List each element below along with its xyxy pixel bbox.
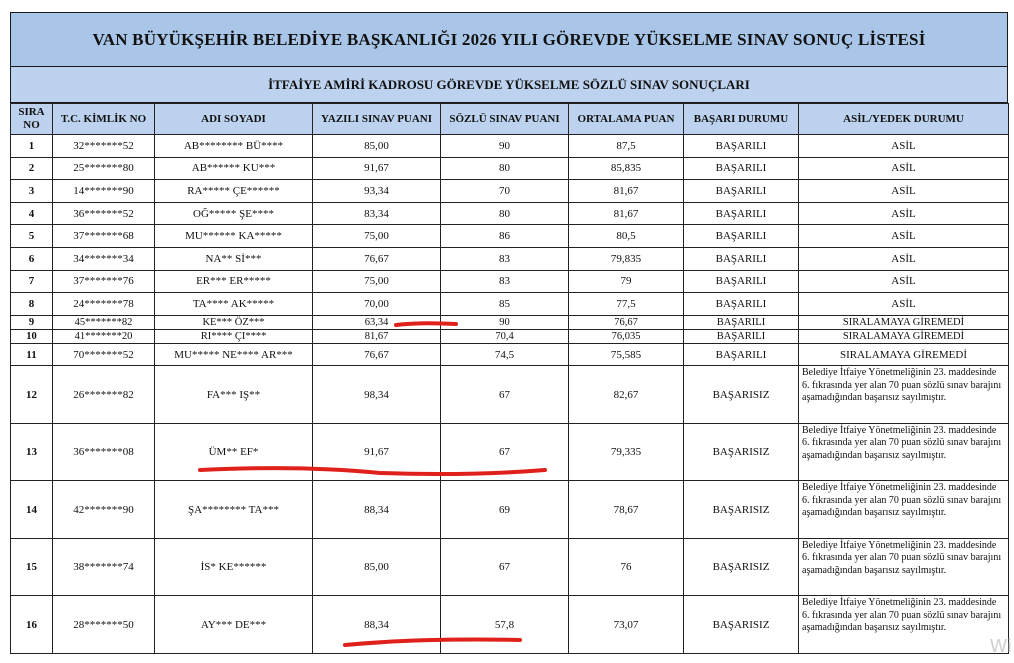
cell-oral: 69 [441,481,569,539]
table-row [11,343,1009,366]
cell-average: 81,67 [569,180,684,203]
cell-average: 79,835 [569,247,684,270]
cell-average: 76,67 [569,315,684,329]
cell-tc: 42*******90 [53,481,155,539]
cell-status: BAŞARISIZ [684,423,799,481]
table-row [11,596,1009,654]
cell-name: KE*** ÖZ*** [155,315,313,329]
table-row [11,293,1009,316]
cell-tc: 45*******82 [53,315,155,329]
table-row [11,202,1009,225]
cell-rank: Belediye İtfaiye Yönetmeliğinin 23. maddesinde 6. fıkrasında yer alan 70 puan sözlü sınav barajını aşamadığından başarısız sayılmıştır. [799,366,1009,424]
cell-no: 16 [11,596,53,654]
cell-oral: 67 [441,366,569,424]
cell-status: BAŞARISIZ [684,366,799,424]
cell-name: OĞ***** ŞE**** [155,202,313,225]
cell-average: 82,67 [569,366,684,424]
cell-written: 85,00 [313,538,441,596]
cell-oral: 57,8 [441,596,569,654]
cell-oral: 70 [441,180,569,203]
cell-name: FA*** IŞ** [155,366,313,424]
cell-rank: SIRALAMAYA GİREMEDİ [799,315,1009,329]
cell-rank: Belediye İtfaiye Yönetmeliğinin 23. maddesinde 6. fıkrasında yer alan 70 puan sözlü sınav barajını aşamadığından başarısız sayılmıştır. [799,423,1009,481]
col-header-rank: ASİL/YEDEK DURUMU [799,104,1009,135]
cell-oral: 67 [441,538,569,596]
table-row [11,247,1009,270]
cell-written: 88,34 [313,481,441,539]
cell-status: BAŞARILI [684,135,799,158]
col-header-average: ORTALAMA PUAN [569,104,684,135]
cell-tc: 26*******82 [53,366,155,424]
cell-name: AB****** KU*** [155,157,313,180]
cell-status: BAŞARILI [684,180,799,203]
cell-status: BAŞARISIZ [684,538,799,596]
cell-name: RA***** ÇE****** [155,180,313,203]
cell-no: 1 [11,135,53,158]
cell-average: 79 [569,270,684,293]
cell-no: 8 [11,293,53,316]
cell-rank: ASİL [799,135,1009,158]
cell-no: 3 [11,180,53,203]
cell-oral: 83 [441,247,569,270]
cell-oral: 80 [441,202,569,225]
cell-average: 78,67 [569,481,684,539]
cell-no: 10 [11,329,53,343]
cell-tc: 14*******90 [53,180,155,203]
table-row [11,135,1009,158]
cell-no: 12 [11,366,53,424]
cell-average: 79,335 [569,423,684,481]
watermark: Wi [989,636,1012,657]
table-row [11,366,1009,424]
cell-status: BAŞARISIZ [684,596,799,654]
cell-written: 76,67 [313,247,441,270]
cell-written: 85,00 [313,135,441,158]
cell-name: TA**** AK***** [155,293,313,316]
page-title: VAN BÜYÜKŞEHİR BELEDİYE BAŞKANLIĞI 2026 YILI GÖREVDE YÜKSELME SINAV SONUÇ LİSTESİ [10,12,1008,67]
cell-name: ŞA******** TA*** [155,481,313,539]
cell-tc: 38*******74 [53,538,155,596]
cell-name: MU****** KA***** [155,225,313,248]
cell-tc: 32*******52 [53,135,155,158]
cell-written: 93,34 [313,180,441,203]
cell-written: 88,34 [313,596,441,654]
cell-average: 76,035 [569,329,684,343]
cell-tc: 36*******52 [53,202,155,225]
cell-rank: Belediye İtfaiye Yönetmeliğinin 23. maddesinde 6. fıkrasında yer alan 70 puan sözlü sınav barajını aşamadığından başarısız sayılmıştır. [799,596,1009,654]
cell-rank: ASİL [799,202,1009,225]
cell-written: 75,00 [313,225,441,248]
cell-status: BAŞARILI [684,270,799,293]
cell-average: 85,835 [569,157,684,180]
cell-tc: 24*******78 [53,293,155,316]
cell-rank: ASİL [799,270,1009,293]
cell-rank: SIRALAMAYA GİREMEDİ [799,343,1009,366]
cell-tc: 37*******68 [53,225,155,248]
cell-tc: 28*******50 [53,596,155,654]
cell-status: BAŞARILI [684,157,799,180]
cell-rank: Belediye İtfaiye Yönetmeliğinin 23. maddesinde 6. fıkrasında yer alan 70 puan sözlü sınav barajını aşamadığından başarısız sayılmıştır. [799,481,1009,539]
cell-no: 11 [11,343,53,366]
cell-no: 13 [11,423,53,481]
cell-average: 77,5 [569,293,684,316]
cell-rank: ASİL [799,225,1009,248]
table-row [11,225,1009,248]
table-row [11,315,1009,329]
cell-tc: 70*******52 [53,343,155,366]
table-row [11,423,1009,481]
cell-tc: 41*******20 [53,329,155,343]
cell-average: 87,5 [569,135,684,158]
results-sheet [10,12,1008,654]
cell-average: 75,585 [569,343,684,366]
cell-tc: 25*******80 [53,157,155,180]
table-row [11,157,1009,180]
cell-no: 7 [11,270,53,293]
cell-written: 63,34 [313,315,441,329]
cell-oral: 90 [441,135,569,158]
cell-name: AB******** BÜ**** [155,135,313,158]
cell-rank: ASİL [799,180,1009,203]
cell-name: ER*** ER***** [155,270,313,293]
cell-rank: ASİL [799,157,1009,180]
table-row [11,329,1009,343]
cell-written: 91,67 [313,157,441,180]
cell-oral: 74,5 [441,343,569,366]
col-header-no: SIRA NO [11,104,53,135]
cell-status: BAŞARILI [684,202,799,225]
cell-status: BAŞARILI [684,247,799,270]
cell-oral: 70,4 [441,329,569,343]
col-header-oral: SÖZLÜ SINAV PUANI [441,104,569,135]
cell-no: 2 [11,157,53,180]
cell-tc: 34*******34 [53,247,155,270]
col-header-written: YAZILI SINAV PUANI [313,104,441,135]
cell-status: BAŞARILI [684,293,799,316]
cell-status: BAŞARILI [684,315,799,329]
cell-written: 75,00 [313,270,441,293]
cell-name: AY*** DE*** [155,596,313,654]
cell-no: 14 [11,481,53,539]
cell-status: BAŞARILI [684,225,799,248]
cell-oral: 90 [441,315,569,329]
cell-oral: 67 [441,423,569,481]
cell-oral: 83 [441,270,569,293]
cell-status: BAŞARILI [684,329,799,343]
results-table [10,103,1009,654]
cell-status: BAŞARILI [684,343,799,366]
cell-rank: SIRALAMAYA GİREMEDİ [799,329,1009,343]
table-header [11,104,1009,135]
col-header-status: BAŞARI DURUMU [684,104,799,135]
cell-average: 80,5 [569,225,684,248]
cell-written: 81,67 [313,329,441,343]
cell-average: 76 [569,538,684,596]
cell-name: RI**** ÇI**** [155,329,313,343]
cell-name: MU***** NE**** AR*** [155,343,313,366]
table-row [11,538,1009,596]
cell-oral: 80 [441,157,569,180]
cell-rank: ASİL [799,247,1009,270]
cell-rank: Belediye İtfaiye Yönetmeliğinin 23. maddesinde 6. fıkrasında yer alan 70 puan sözlü sınav barajını aşamadığından başarısız sayılmıştır. [799,538,1009,596]
cell-written: 83,34 [313,202,441,225]
cell-no: 5 [11,225,53,248]
cell-written: 70,00 [313,293,441,316]
table-row [11,481,1009,539]
cell-tc: 36*******08 [53,423,155,481]
cell-average: 73,07 [569,596,684,654]
cell-oral: 86 [441,225,569,248]
cell-average: 81,67 [569,202,684,225]
cell-no: 9 [11,315,53,329]
cell-written: 98,34 [313,366,441,424]
cell-tc: 37*******76 [53,270,155,293]
cell-status: BAŞARISIZ [684,481,799,539]
cell-written: 91,67 [313,423,441,481]
cell-oral: 85 [441,293,569,316]
col-header-tc: T.C. KİMLİK NO [53,104,155,135]
cell-written: 76,67 [313,343,441,366]
cell-no: 4 [11,202,53,225]
cell-no: 6 [11,247,53,270]
section-subtitle: İTFAİYE AMİRİ KADROSU GÖREVDE YÜKSELME SÖZLÜ SINAV SONUÇLARI [10,67,1008,103]
cell-name: İS* KE****** [155,538,313,596]
cell-rank: ASİL [799,293,1009,316]
table-row [11,180,1009,203]
cell-no: 15 [11,538,53,596]
cell-name: NA** Sİ*** [155,247,313,270]
table-row [11,270,1009,293]
col-header-name: ADI SOYADI [155,104,313,135]
cell-name: ÜM** EF* [155,423,313,481]
